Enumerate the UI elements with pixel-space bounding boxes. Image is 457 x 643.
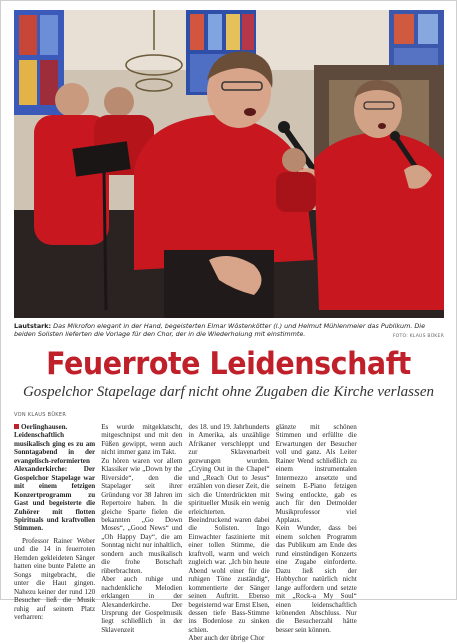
headline: Feuerrote Leidenschaft	[46, 346, 411, 382]
section-marker-icon	[14, 424, 19, 429]
photo-caption	[14, 322, 444, 339]
column-2-body: Es wurde mitgeklatscht, mitgeschnipst und mit den Füßen gewippt, wenn auch nicht immer ganz im Takt. Zu hören waren vor allem Klassiker wie „Down by the Riverside“, den die Stapelager seit ihrer Gründung vor 38 Jahren im Repertoire haben. In die gleiche Sparte fielen die bekannten „Go Down Moses“, „Good News“ und „Oh Happy Day“, die am Sonntag nicht nur inhaltlich, sondern auch musikalisch die frohe Botschaft rüberbrachten. Aber auch ruhige und nachdenkliche Melodien erklangen in der Alexanderkirche. Der Ursprung der Gospelmusik liegt schließlich in der Sklavenzeit	[101, 423, 183, 634]
column-4-body: glänzte mit schönen Stimmen und erfüllte die Erwartungen der Besucher voll und ganz. Als Leiter Rainer Wend schließlich zu einem instrumentalen Intermezzo ansetzte und seinem E-Piano fetzigen Swing entlockte, gab es auch für den Detmolder Musikprofessor viel Applaus. Kein Wunder, dass bei einem solchen Programm das Publikum am Ende des rund einstündigen Konzerts eine Zugabe einforderte. Dazu ließ sich der Hobbychor natürlich nicht lange auffordern und setzte mit „Rock-a My Soul“ einen leidenschaftlich krönenden Abschluss. Nur die Besucherzahl hätte besser sein können.	[275, 423, 357, 634]
column-1-body: Professor Rainer Weber und die 14 in feuerroten Hemden gekleideten Sänger hatten eine bunte Palette an Songs mitgebracht, die unter die Haut gingen. Nahezu keiner der rund 120 Besucher ließ die Musik ruhig auf seinem Platz verharren:	[14, 536, 96, 621]
concert-photo	[14, 10, 444, 318]
article-body	[14, 423, 444, 643]
column-3-body: des 18. und 19. Jahrhunderts in Amerika, als unzählige Afrikaner verschleppt und zur Sklavenarbeit gezwungen wurden. „Crying Out in the Chapel“ und „Reach Out to Jesus“ erzählen von dieser Zeit, die sich die Unterdrückten mit spiritueller Musik ein wenig erleichterten. Beeindruckend waren dabei die Solisten. Ingo Einwachter faszinierte mit einer tollen Stimme, die kraftvoll, warm und weich zugleich war. „Ich bin heute Abend wohl einer für die ruhigen Töne zuständig“, kommentierte der Sänger seinen Auftritt. Ebenso begeisternd war Ernst Elsen, dessen tiefe Bass-Stimme ins Bodenlose zu sinken schien. Aber auch der übrige Chor	[188, 423, 270, 643]
column-3	[188, 423, 269, 643]
photo-credit: FOTO: KLAUS BÜKER	[392, 334, 444, 339]
byline: VON KLAUS BÜKER	[14, 412, 67, 418]
column-2	[101, 423, 182, 643]
column-4	[276, 423, 357, 643]
caption-lead: Lautstark:	[14, 322, 52, 330]
subheadline: Gospelchor Stapelage darf nicht ohne Zugaben die Kirche verlassen	[22, 384, 435, 400]
caption-text: Das Mikrofon elegant in der Hand, begeisterten Elmar Wöstenkötter (l.) und Helmut Mühlenmeier das Publikum. Die beiden Solisten lieferten die Vorlage für den Chor, der in die Wiederholung mit einstimmte.	[14, 322, 426, 339]
column-1	[14, 423, 95, 643]
lead-paragraph: Oerlinghausen. Leidenschaftlich musikalisch ging es zu am Sonntagabend in der evangelisch-reformierten Alexanderkirche: Der Gospelchor Stapelage war mit einem fetzigen Konzertprogramm zu Gast und begeisterte die Zuhörer mit flotten Spirituals und kraftvollen Stimmen.	[14, 423, 96, 533]
photo-choir-singers-icon	[14, 10, 444, 318]
column-5	[363, 423, 444, 643]
